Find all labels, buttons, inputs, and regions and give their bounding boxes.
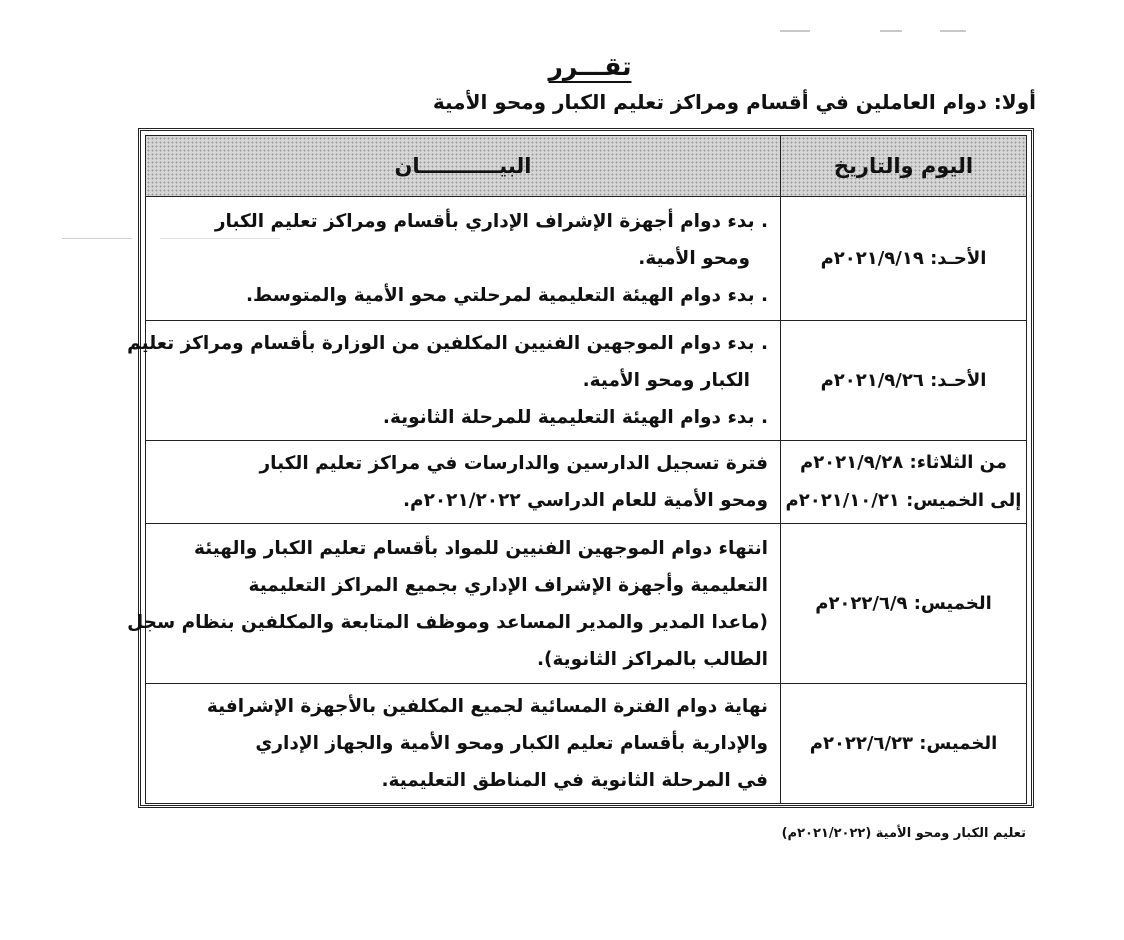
description-line: الطالب بالمراكز الثانوية).: [536, 648, 768, 670]
date-cell: [781, 197, 1027, 321]
document-title: تقـــرر: [548, 52, 632, 81]
scan-artifact: [780, 30, 810, 32]
date-line: الأحـد: ٢٠٢١/٩/١٩م: [820, 247, 987, 269]
scan-artifact: [940, 30, 966, 32]
table-row: [146, 321, 1027, 441]
table-row: [146, 197, 1027, 321]
date-cell: [781, 321, 1027, 441]
description-line: فترة تسجيل الدارسين والدارسات في مراكز تعليم الكبار: [259, 453, 768, 474]
date-line: الأحـد: ٢٠٢١/٩/٢٦م: [820, 369, 987, 391]
description-line: ومحو الأمية.: [638, 248, 750, 269]
header-date: اليوم والتاريخ: [781, 136, 1027, 197]
header-description: البيـــــــــــان: [146, 136, 781, 197]
description-line: . بدء دوام الهيئة التعليمية للمرحلة الثانوية.: [382, 407, 768, 428]
document-footer: تعليم الكبار ومحو الأمية (٢٠٢١/٢٠٢٢م): [781, 826, 1026, 841]
date-cell: [781, 524, 1027, 684]
table-header-row: [146, 136, 1027, 197]
description-line: ومحو الأمية للعام الدراسي ٢٠٢١/٢٠٢٢م.: [403, 490, 768, 511]
description-line: التعليمية وأجهزة الإشراف الإداري بجميع المراكز التعليمية: [248, 574, 768, 596]
description-cell: [146, 684, 781, 804]
description-cell: [146, 441, 781, 524]
table-row: [146, 441, 1027, 524]
description-cell: [146, 197, 781, 321]
description-line: نهاية دوام الفترة المسائية لجميع المكلفين بالأجهزة الإشرافية: [206, 696, 768, 717]
description-line: . بدء دوام أجهزة الإشراف الإداري بأقسام ومراكز تعليم الكبار: [214, 211, 768, 232]
date-line: من الثلاثاء: ٢٠٢١/٩/٢٨م: [799, 452, 1007, 473]
description-cell: [127, 524, 781, 684]
description-line: . بدء دوام الموجهين الفنيين المكلفين من الوزارة بأقسام ومراكز تعليم: [127, 333, 768, 354]
date-cell: [781, 441, 1027, 524]
schedule-table-frame: [127, 128, 1034, 808]
description-line: (ماعدا المدير والمدير المساعد وموظف المتابعة والمكلفين بنظام سجل: [127, 611, 768, 633]
section-heading: أولا: دوام العاملين في أقسام ومراكز تعليم الكبار ومحو الأمية: [432, 90, 1036, 114]
date-cell: [781, 684, 1027, 804]
table-row: [146, 524, 1027, 684]
description-line: والإدارية بأقسام تعليم الكبار ومحو الأمية والجهاز الإداري: [255, 733, 768, 754]
description-line: في المرحلة الثانوية في المناطق التعليمية.: [381, 770, 768, 791]
date-line: إلى الخميس: ٢٠٢١/١٠/٢١م: [785, 490, 1022, 511]
table-row: [146, 684, 1027, 804]
scan-artifact: [62, 238, 132, 239]
description-cell: [127, 321, 781, 441]
description-line: . بدء دوام الهيئة التعليمية لمرحلتي محو الأمية والمتوسط.: [245, 285, 768, 306]
date-line: الخميس: ٢٠٢٢/٦/٩م: [815, 592, 992, 614]
schedule-table: [127, 135, 1027, 804]
scan-artifact: [880, 30, 902, 32]
description-line: الكبار ومحو الأمية.: [582, 370, 750, 391]
date-line: الخميس: ٢٠٢٢/٦/٢٣م: [809, 732, 998, 754]
description-line: انتهاء دوام الموجهين الفنيين للمواد بأقسام تعليم الكبار والهيئة: [193, 537, 768, 559]
